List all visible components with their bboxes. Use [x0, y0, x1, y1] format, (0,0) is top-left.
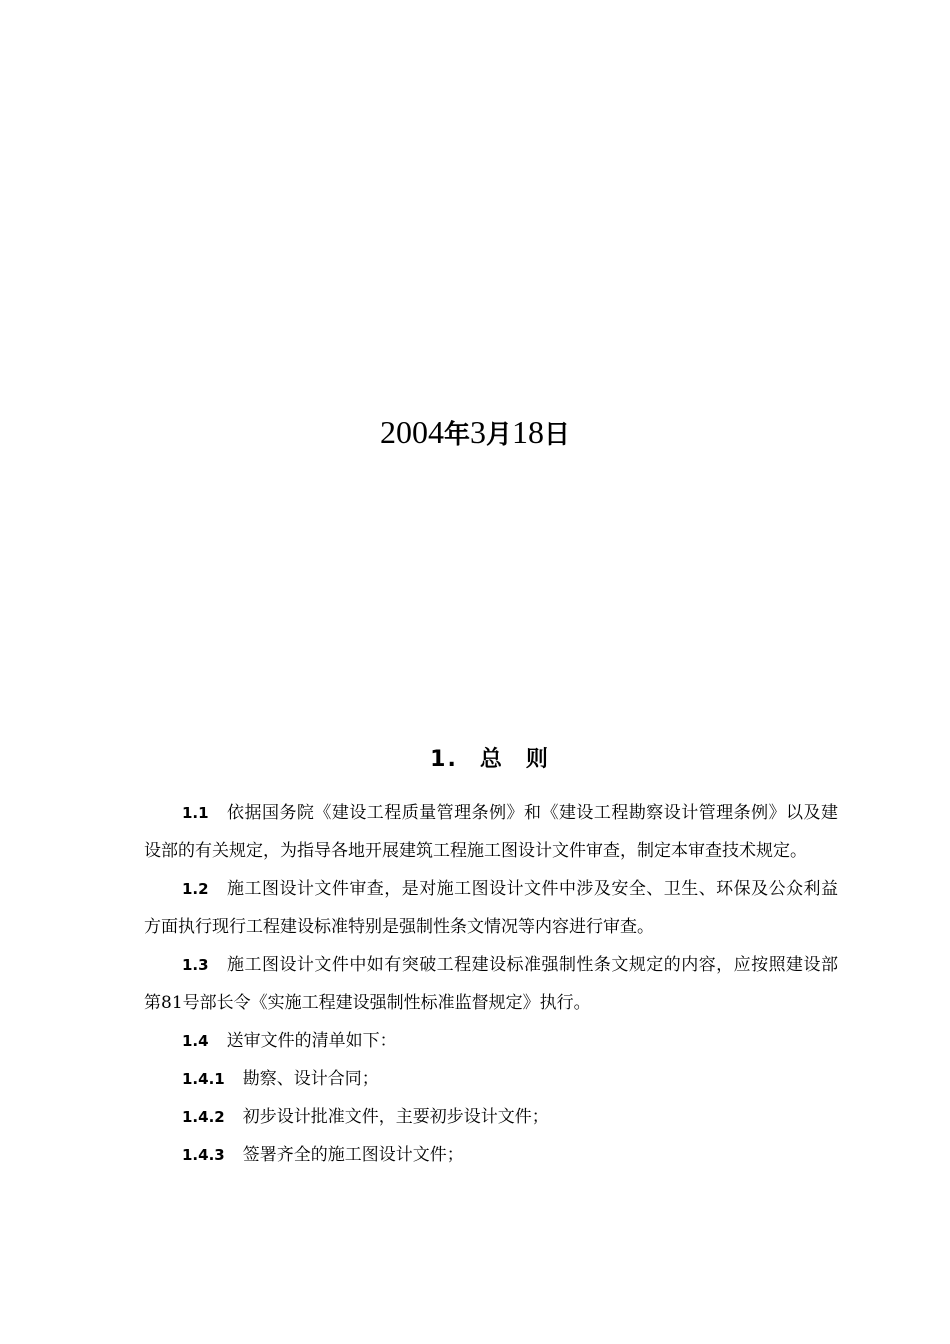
clause-paragraph	[144, 1060, 838, 1098]
clause-number: 1.4.1	[182, 1070, 225, 1088]
clause-text: 施工图设计文件中如有突破工程建设标准强制性条文规定的内容，应按照建设部第81号部长令《实施工程建设强制性标准监督规定》执行。	[144, 955, 838, 1013]
clause-paragraph	[144, 1022, 838, 1060]
clause-paragraph	[144, 1136, 838, 1174]
date-year: 2004	[379, 414, 444, 450]
clause-text: 初步设计批准文件，主要初步设计文件；	[242, 1107, 549, 1127]
clause-number: 1.1	[182, 804, 209, 822]
date-month: 3	[469, 414, 486, 450]
clause-text: 依据国务院《建设工程质量管理条例》和《建设工程勘察设计管理条例》以及建设部的有关规定，为指导各地开展建筑工程施工图设计文件审查，制定本审查技术规定。	[144, 803, 838, 861]
section-title-char-2: 则	[525, 747, 550, 772]
date-year-char: 年	[443, 420, 470, 450]
clause-number: 1.4.2	[182, 1108, 225, 1126]
section-number: 1.	[430, 747, 458, 772]
clause-number: 1.4	[182, 1032, 209, 1050]
clause-number: 1.2	[182, 880, 209, 898]
clause-paragraph	[144, 794, 838, 870]
date-day-char: 日	[544, 420, 571, 450]
clause-text: 施工图设计文件审查，是对施工图设计文件中涉及安全、卫生、环保及公众利益方面执行现行工程建设标准特别是强制性条文情况等内容进行审查。	[144, 879, 838, 937]
clause-number: 1.4.3	[182, 1146, 225, 1164]
date-day: 18	[512, 414, 544, 450]
document-date	[0, 412, 950, 455]
clause-paragraph	[144, 1098, 838, 1136]
clause-text: 签署齐全的施工图设计文件；	[242, 1145, 464, 1165]
clause-number: 1.3	[182, 956, 209, 974]
date-month-char: 月	[485, 420, 512, 450]
document-body	[144, 794, 838, 1174]
section-title-char-1: 总	[479, 747, 504, 772]
clause-text: 勘察、设计合同；	[242, 1069, 379, 1089]
clause-paragraph	[144, 946, 838, 1022]
section-heading	[0, 744, 950, 776]
clause-paragraph	[144, 870, 838, 946]
clause-text: 送审文件的清单如下：	[226, 1031, 397, 1051]
